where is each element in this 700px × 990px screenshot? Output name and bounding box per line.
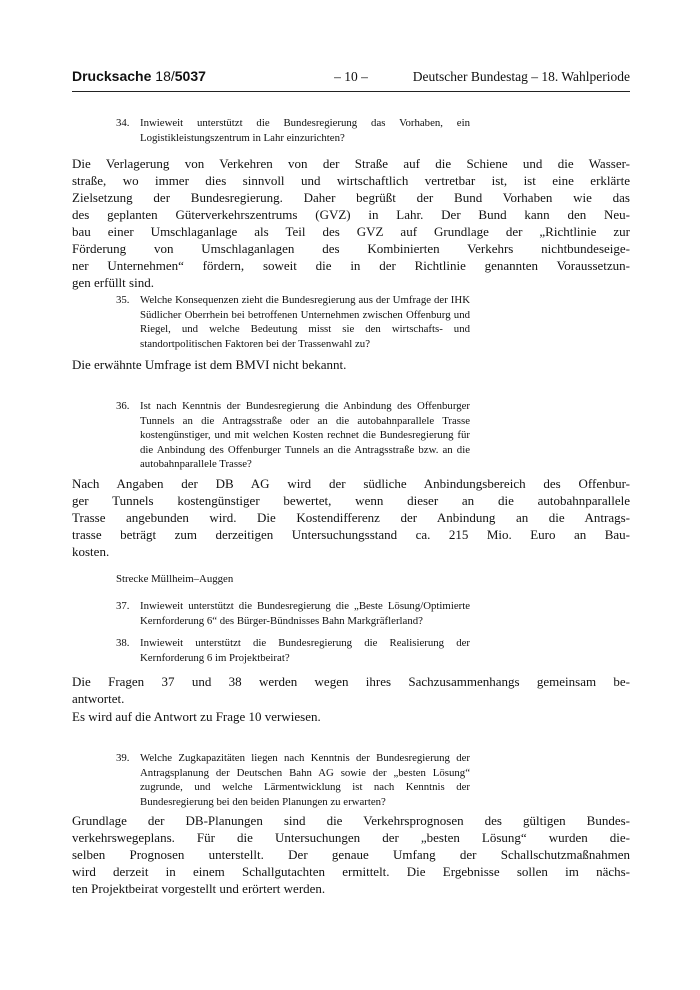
question-39: 39. Welche Zugkapazitäten liegen nach Kenntnis der Bundesregierung der Antragsplanung der Deutschen Bahn AG sowie der „besten Lösung“ zugrunde, und welche Lärmentwicklung ist nach Kenntnis der Bundesregierung bei den beiden Planungen zu erwarten? bbox=[116, 752, 470, 808]
header-rule bbox=[72, 91, 630, 92]
section-title: Strecke Müllheim–Auggen bbox=[116, 573, 234, 585]
publisher: Deutscher Bundestag – 18. Wahlperiode bbox=[412, 69, 630, 84]
answer-37-38: Die Fragen 37 und 38 werden wegen ihres Sachzusammenhangs gemeinsam be- antwortet. bbox=[72, 674, 630, 706]
question-38: 38. Inwieweit unterstützt die Bundesregierung die Realisierung der Kernforderung 6 im Projektbeirat? bbox=[116, 637, 470, 664]
answer-34: Die Verlagerung von Verkehren von der Straße auf die Schiene und die Wasser- straße, wo immer dies sinnvoll und wirtschaftlich vertretbar ist, ist eine erklärte Zielsetzung der Bundesregierung. Daher begrüßt der Bund Vorhaben wie das des geplanten Güterverkehrszentrums (GVZ) in Lahr. Der Bund kann den Neu- bau einer Umschlaganlage als Teil des GVZ auf Grundlage der „Richtlinie zur Förderung von Umschlaganlagen des Kombinierten Verkehrs nichtbundeseige- ner Unternehmen“ fördern, soweit die in der Richtlinie genannten Voraussetzun- gen erfüllt sind. bbox=[72, 156, 630, 290]
question-36: 36. Ist nach Kenntnis der Bundesregierung die Anbindung des Offenburger Tunnels an die Antragsstraße oder an die autobahnparallele Trasse kostengünstiger, und mit welchen Kosten rechnet die Bundesregierung für die Anbindung des Offenburger Tunnels an die Antragsstraße bzw. an die autobahnparallele Trasse? bbox=[116, 400, 470, 470]
answer-35: Die erwähnte Umfrage ist dem BMVI nicht bekannt. bbox=[72, 357, 347, 372]
question-37: 37. Inwieweit unterstützt die Bundesregierung die „Beste Lösung/Optimierte Kernforderung 6“ des Bürger-Bündnisses Bahn Markgräflerland? bbox=[116, 600, 470, 627]
answer-37-38-reference: Es wird auf die Antwort zu Frage 10 verwiesen. bbox=[72, 709, 321, 724]
document-number: Drucksache 18/5037 bbox=[72, 68, 206, 84]
answer-39: Grundlage der DB-Planungen sind die Verkehrsprognosen des gültigen Bundes- verkehrswegeplans. Für die Untersuchungen der „besten Lösung“ wurden die- selben Prognosen unterstellt. Der genaue Umfang der Schallschutzmaßnahmen wird derzeit in einem Schallgutachten ermittelt. Die Ergebnisse sollen im nächs- ten Projektbeirat vorgestellt und erörtert werden. bbox=[72, 813, 630, 896]
page-header bbox=[72, 68, 630, 90]
question-35: 35. Welche Konsequenzen zieht die Bundesregierung aus der Umfrage der IHK Südlicher Oberrhein bei betroffenen Unternehmen zwischen Offenburg und Riegel, und welche Bedeutung misst sie den wirtschafts- und standortpolitischen Faktoren bei der Trassenwahl zu? bbox=[116, 294, 470, 350]
answer-36: Nach Angaben der DB AG wird der südliche Anbindungsbereich des Offenbur- ger Tunnels kostengünstiger bewertet, wenn dieser an die autobahnparallele Trasse angebunden wird. Die Kostendifferenz der Anbindung an die Antrags- trasse beträgt zum derzeitigen Untersuchungsstand ca. 215 Mio. Euro an Bau- kosten. bbox=[72, 476, 630, 559]
page-number: – 10 – bbox=[334, 69, 368, 84]
question-34: 34. Inwieweit unterstützt die Bundesregierung das Vorhaben, ein Logistikleistungszentrum in Lahr einzurichten? bbox=[116, 117, 470, 144]
